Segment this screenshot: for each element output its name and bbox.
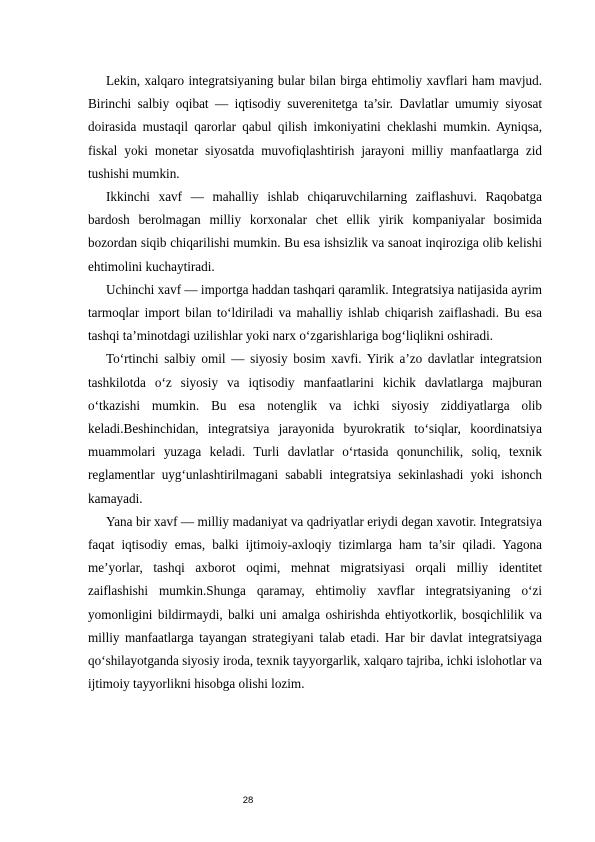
paragraph-3: Uchinchi xavf — importga haddan tashqari qaramlik. Integratsiya natijasida ayrim tarmoqlar import bilan to‘ldiriladi va mahalliy ishlab chiqarish zaiflashadi. Bu esa tashqi ta’minotdagi uzilishlar yoki narx o‘zgarishlariga bog‘liqlikni oshiradi. xyxy=(88,281,542,344)
paragraph-2: Ikkinchi xavf — mahalliy ishlab chiqaruvchilarning zaiflashuvi. Raqobatga bardosh berolmagan milliy korxonalar chet ellik yirik kompaniyalar bosimida bozordan siqib chiqarilishi mumkin. Bu esa ishsizlik va sanoat inqiroziga olib kelishi ehtimolini kuchaytiradi. xyxy=(88,189,542,274)
body-text xyxy=(88,69,542,695)
paragraph-5: Yana bir xavf — milliy madaniyat va qadriyatlar eriydi degan xavotir. Integratsiya faqat iqtisodiy emas, balki ijtimoiy-axloqiy tizimlarga ham ta’sir qiladi. Yagona me’yorlar, tashqi axborot oqimi, mehnat migratsiyasi orqali milliy identitet zaiflashishi mumkin.Shunga qaramay, ehtimoliy xavflar integratsiyaning o‘zi yomonligini bildirmaydi, balki uni amalga oshirishda ehtiyotkorlik, bosqichlilik va milliy manfaatlarga tayangan strategiyani talab etadi. Har bir davlat integratsiyaga qo‘shilayotganda siyosiy iroda, texnik tayyorgarlik, xalqaro tajriba, ichki islohotlar va ijtimoiy tayyorlikni hisobga olishi lozim. xyxy=(88,513,542,692)
paragraph-1: Lekin, xalqaro integratsiyaning bular bilan birga ehtimoliy xavflari ham mavjud. Birinchi salbiy oqibat — iqtisodiy suverenitetga ta’sir. Davlatlar umumiy siyosat doirasida mustaqil qarorlar qabul qilish imkoniyatini cheklashi mumkin. Ayniqsa, fiskal yoki monetar siyosatda muvofiqlashtirish jarayoni milliy manfaatlarga zid tushishi mumkin. xyxy=(88,73,542,181)
page-number: 28 xyxy=(242,795,254,806)
paragraph-4: To‘rtinchi salbiy omil — siyosiy bosim xavfi. Yirik a’zo davlatlar integratsion tashkilotda o‘z siyosiy va iqtisodiy manfaatlarini kichik davlatlarga majburan o‘tkazishi mumkin. Bu esa notenglik va ichki siyosiy ziddiyatlarga olib keladi.Beshinchidan, integratsiya jarayonida byurokratik to‘siqlar, koordinatsiya muammolari yuzaga keladi. Turli davlatlar o‘rtasida qonunchilik, soliq, texnik reglamentlar uyg‘unlashtirilmagani sababli integratsiya sekinlashadi yoki ishonch kamayadi. xyxy=(88,351,542,506)
